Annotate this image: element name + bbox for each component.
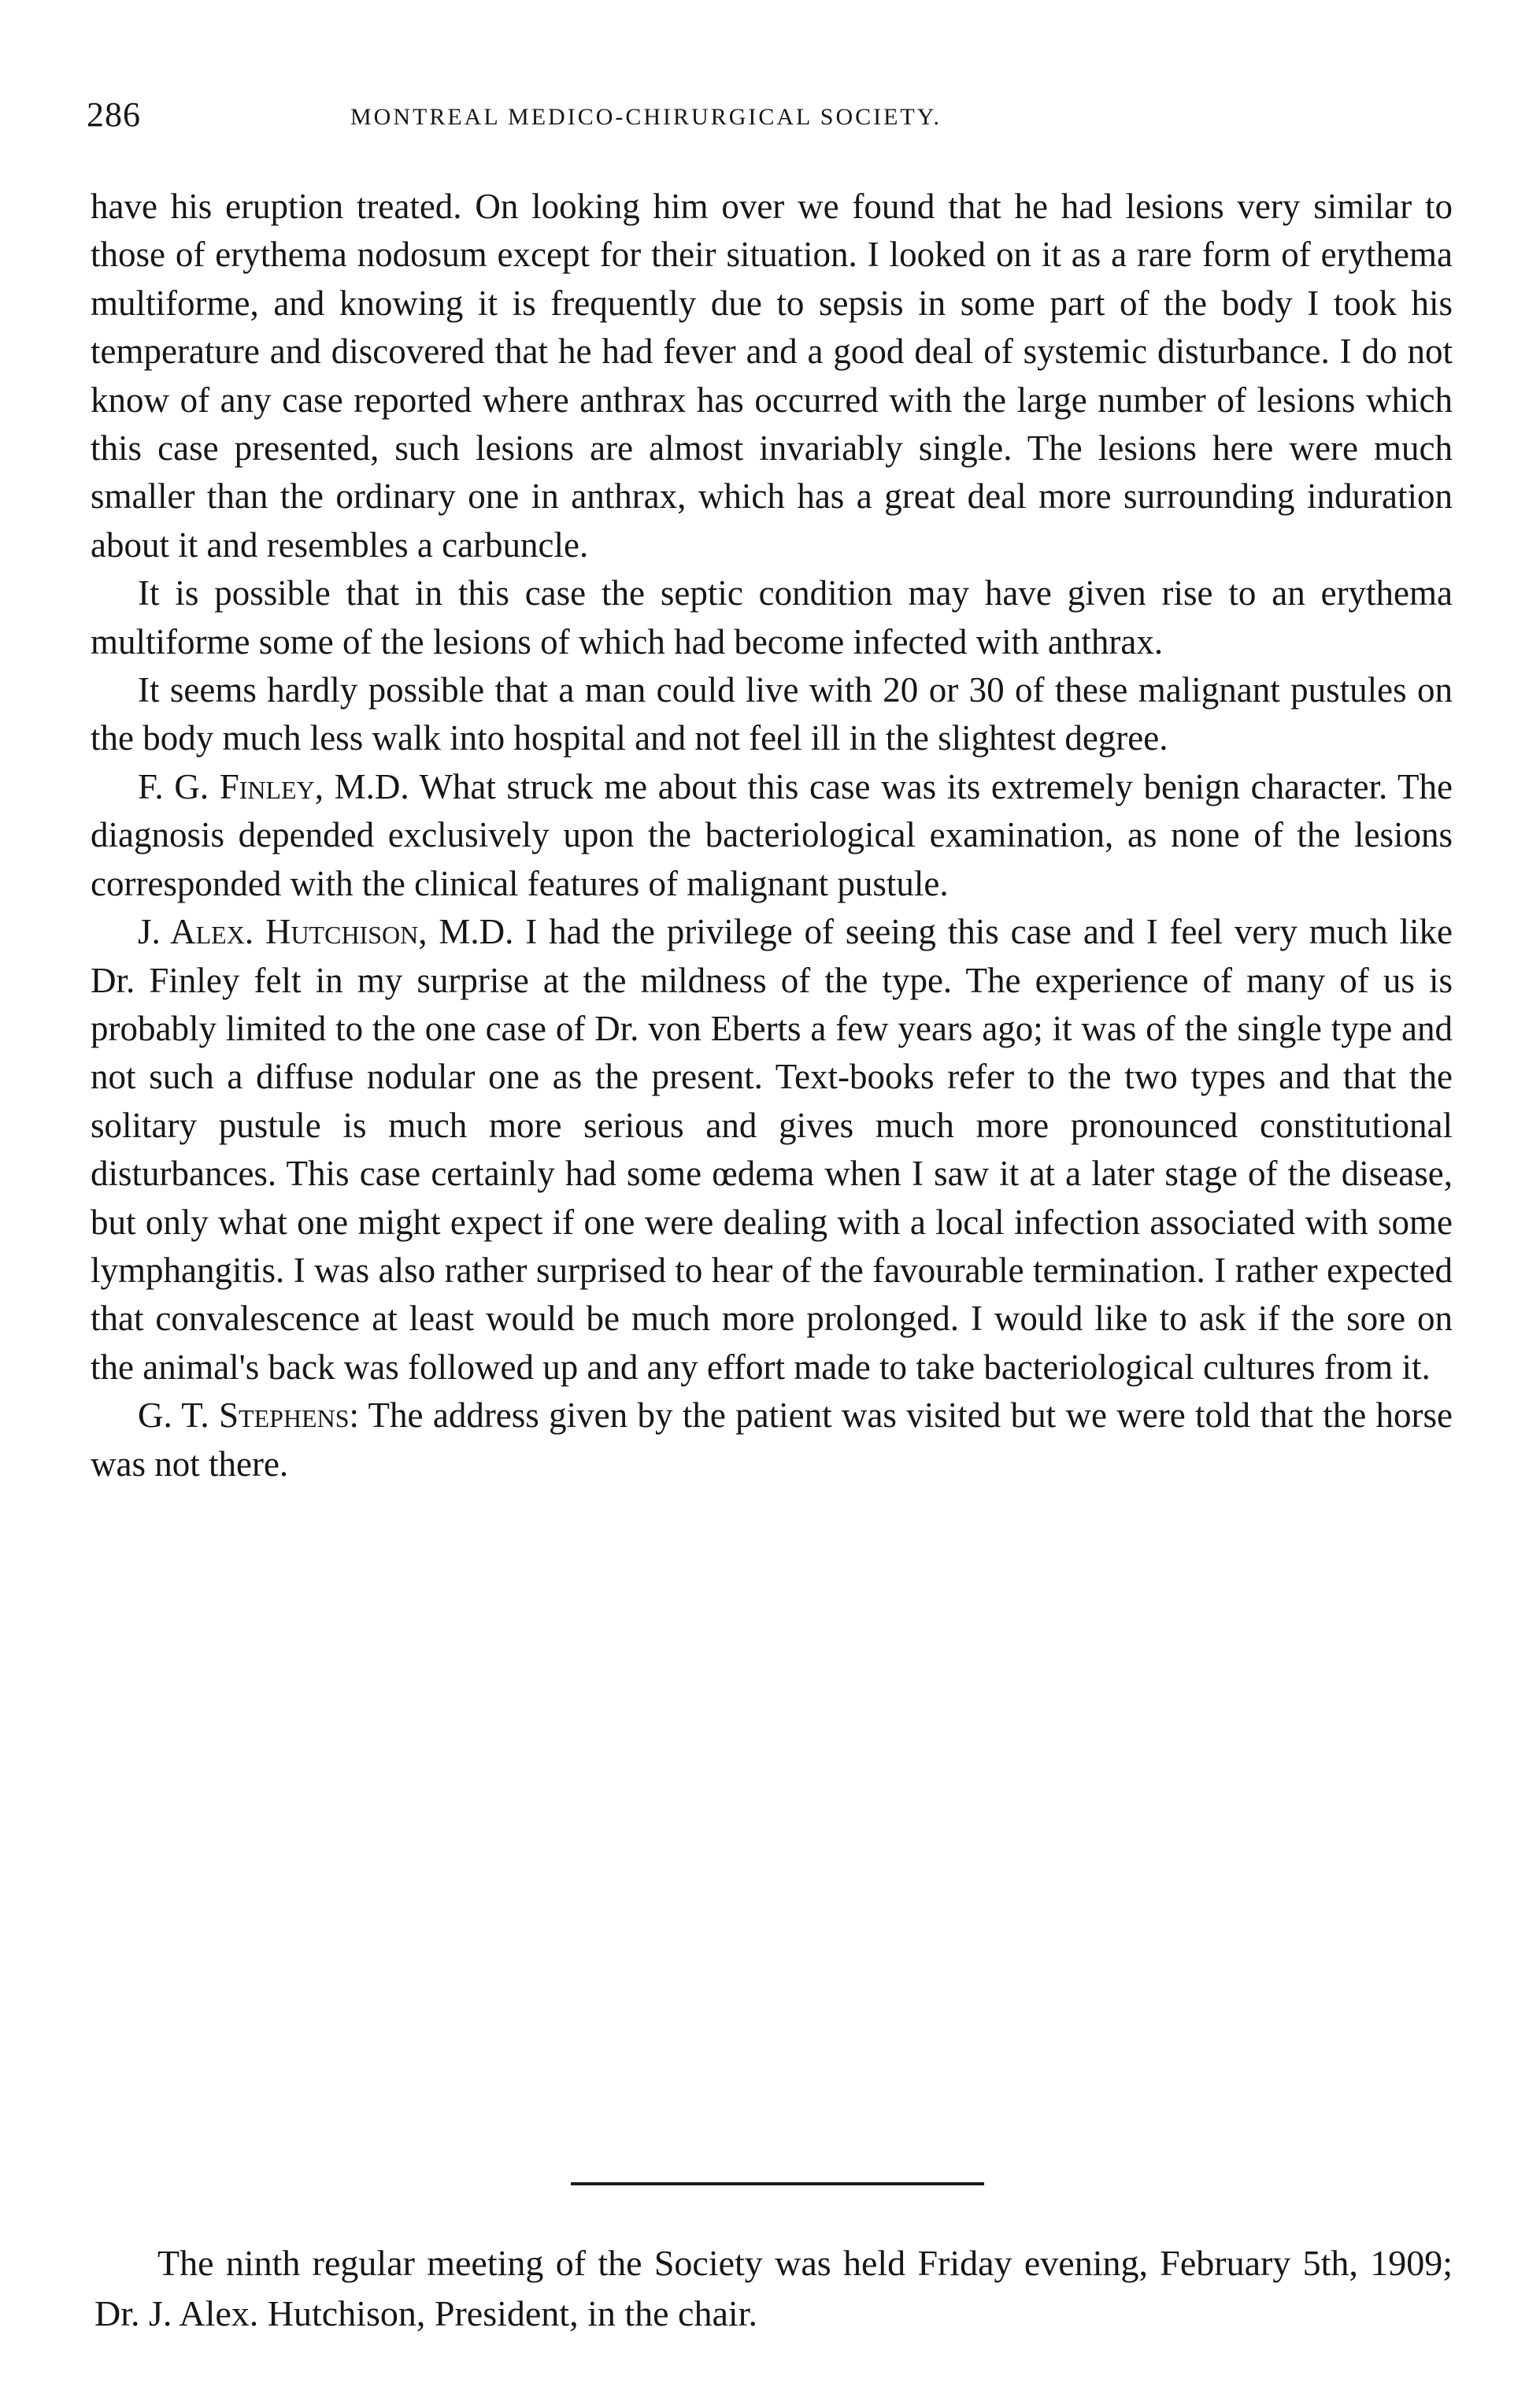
closing-section (94, 2238, 1453, 2339)
speaker-name: G. T. Stephens: (138, 1395, 360, 1436)
speaker-name: F. G. Finley, M.D. (138, 766, 409, 806)
paragraph (91, 666, 1453, 763)
paragraph-text: have his eruption treated. On looking him over we found that he had lesions very similar to those of erythema nodosum except for their situation. I looked on it as a rare form of erythema multiforme, and knowing it is frequently due to sepsis in some part of the body I took his temperature and discovered that he had fever and a good deal of systemic disturbance. I do not know of any case reported where anthrax has occurred with the large number of lesions which this case presented, such lesions are almost invariably single. The lesions here were much smaller than the ordinary one in anthrax, which has a great deal more surrounding induration about it and resembles a carbuncle. (91, 187, 1453, 565)
closing-paragraph (94, 2238, 1453, 2339)
paragraph-continuation (91, 183, 1453, 569)
page-number: 286 (87, 95, 141, 134)
paragraph (91, 763, 1453, 908)
paragraph (91, 569, 1453, 666)
paragraph (91, 908, 1453, 1392)
section-divider (571, 2182, 984, 2185)
running-head: MONTREAL MEDICO-CHIRURGICAL SOCIETY. (350, 104, 942, 130)
page-header (87, 95, 1441, 142)
body-text (91, 183, 1453, 1488)
paragraph-text: The address given by the patient was visited but we were told that the horse was not there. (91, 1395, 1453, 1484)
paragraph-text: What struck me about this case was its extremely benign character. The diagnosis depended exclusively upon the bacteriological examination, as none of the lesions corresponded with the clinical features of malignant pustule. (91, 766, 1453, 903)
paragraph (91, 1392, 1453, 1488)
paragraph-text: I had the privilege of seeing this case and I feel very much like Dr. Finley felt in my surprise at the mildness of the type. The experience of many of us is probably limited to the one case of Dr. von Eberts a few years ago; it was of the single type and not such a diffuse nodular one as the present. Text-books refer to the two types and that the solitary pustule is much more serious and gives much more pronounced constitutional disturbances. This case certainly had some œdema when I saw it at a later stage of the disease, but only what one might expect if one were dealing with a local infection associated with some lymphangitis. I was also rather surprised to hear of the favourable termination. I rather expected that convalescence at least would be much more prolonged. I would like to ask if the sore on the animal's back was followed up and any effort made to take bacteriological cultures from it. (91, 912, 1453, 1387)
closing-text: The ninth regular meeting of the Society was held Friday evening, February 5th, 1909; Dr. J. Alex. Hutchison, President, in the chair. (94, 2243, 1453, 2333)
paragraph-text: It seems hardly possible that a man could live with 20 or 30 of these malignant pustules on the body much less walk into hospital and not feel ill in the slightest degree. (91, 670, 1453, 758)
paragraph-text: It is possible that in this case the septic condition may have given rise to an erythema multiforme some of the lesions of which had become infected with anthrax. (91, 573, 1453, 662)
speaker-name: J. Alex. Hutchison, M.D. (138, 912, 514, 952)
